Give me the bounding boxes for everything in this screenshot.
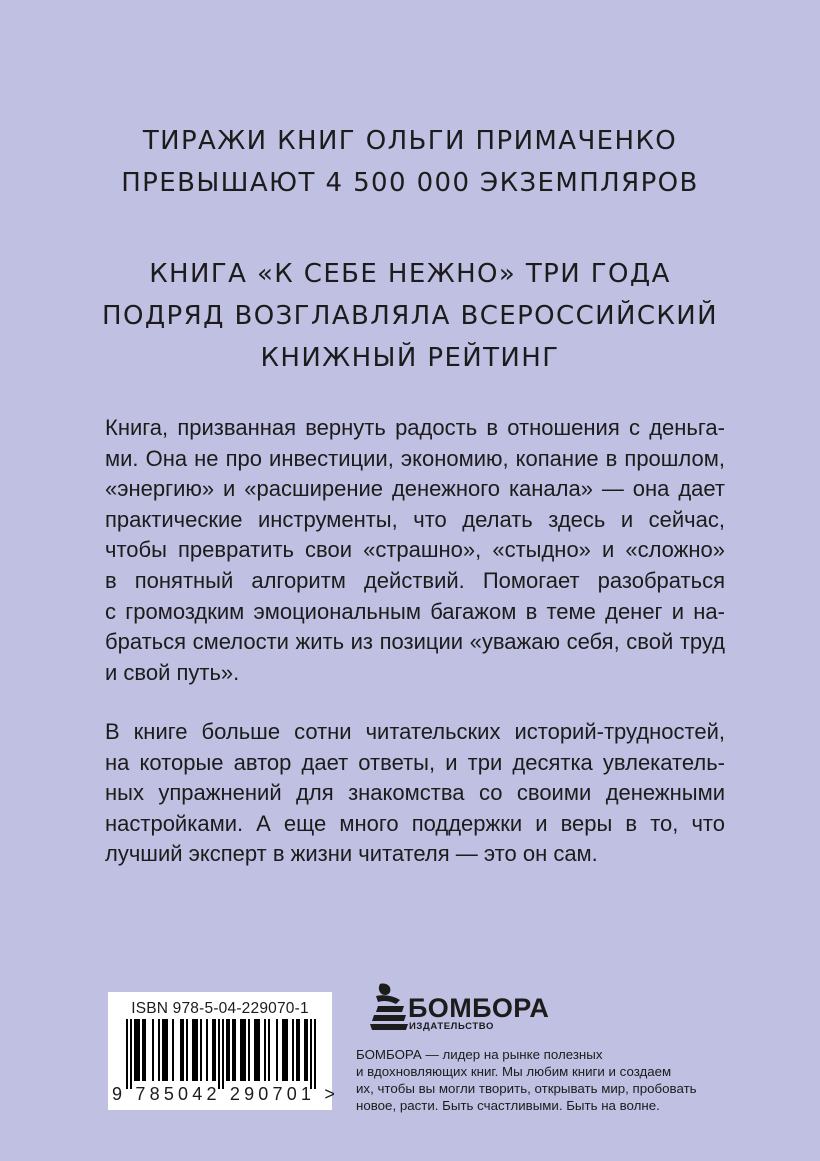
barcode-bar bbox=[226, 1019, 228, 1081]
paragraph-line: Книга, призванная вернуть радость в отношения с деньга- bbox=[105, 415, 725, 440]
barcode-bar bbox=[130, 1019, 132, 1089]
headline-print-run bbox=[60, 120, 760, 204]
barcode-bar bbox=[284, 1019, 286, 1081]
paragraph-line: В книге больше сотни читательских историй-трудностей, bbox=[105, 719, 725, 744]
description-paragraph-1 bbox=[105, 413, 725, 688]
blurb-line: БОМБОРА — лидер на рынке полезных bbox=[356, 1047, 603, 1062]
barcode-bar bbox=[172, 1019, 174, 1081]
publisher-subtitle: ИЗДАТЕЛЬСТВО bbox=[409, 1021, 494, 1032]
barcode-bar bbox=[138, 1019, 140, 1081]
barcode-bar bbox=[206, 1019, 208, 1081]
description-paragraph-2 bbox=[105, 717, 725, 870]
barcode-bar bbox=[142, 1019, 144, 1081]
barcode-bar bbox=[186, 1019, 188, 1081]
barcode-bar bbox=[126, 1019, 128, 1089]
barcode-bar bbox=[282, 1019, 284, 1081]
barcode-bar bbox=[136, 1019, 138, 1081]
barcode-bar bbox=[166, 1019, 168, 1081]
blurb-line: их, чтобы вы могли творить, открывать мир, пробовать bbox=[356, 1081, 697, 1096]
barcode-bar bbox=[286, 1019, 288, 1081]
isbn-number: ISBN 978-5-04-229070-1 bbox=[131, 1000, 309, 1017]
headline-rating bbox=[60, 253, 760, 379]
headline-line: КНИЖНЫЙ РЕЙТИНГ bbox=[260, 343, 560, 373]
barcode-bar bbox=[254, 1019, 256, 1081]
headline-line: ПОДРЯД ВОЗГЛАВЛЯЛА ВСЕРОССИЙСКИЙ bbox=[102, 301, 718, 331]
barcode-bar bbox=[304, 1019, 306, 1081]
barcode-bar bbox=[162, 1019, 164, 1081]
barcode-bar bbox=[234, 1019, 236, 1081]
barcode-bar bbox=[232, 1019, 234, 1081]
paragraph-line: лучший эксперт в жизни читателя — это он сам. bbox=[105, 841, 598, 867]
barcode-block bbox=[108, 992, 340, 1110]
blurb-line: новое, расти. Быть счастливыми. Быть на волне. bbox=[356, 1098, 660, 1113]
barcode-bar bbox=[196, 1019, 198, 1081]
barcode-bar bbox=[218, 1019, 220, 1089]
barcode-bar bbox=[276, 1019, 278, 1081]
paragraph-line: «энергию» и «расширение денежного канала» — она дает bbox=[105, 476, 725, 502]
barcode-bar bbox=[256, 1019, 258, 1081]
paragraph-line: практические инструменты, что делать здесь и сейчас, bbox=[105, 506, 725, 532]
barcode-bar bbox=[212, 1019, 214, 1081]
barcode-bar bbox=[248, 1019, 250, 1081]
paragraph-line: в понятный алгоритм действий. Помогает разобраться bbox=[105, 567, 725, 593]
barcode-bar bbox=[180, 1019, 182, 1081]
barcode-bar bbox=[310, 1019, 312, 1089]
barcode-bar bbox=[200, 1019, 202, 1081]
barcode-bar bbox=[194, 1019, 196, 1081]
barcode-bar bbox=[152, 1019, 154, 1081]
paragraph-line: настройками. А еще много поддержки и веры в то, что bbox=[105, 810, 725, 836]
barcode-bar bbox=[144, 1019, 146, 1081]
barcode-bars bbox=[116, 1019, 324, 1089]
paragraph-line: на которые автор дает ответы, и три десятка увлекатель- bbox=[105, 749, 725, 775]
barcode-bar bbox=[264, 1019, 266, 1081]
barcode-bar bbox=[306, 1019, 308, 1081]
headline-line: ТИРАЖИ КНИГ ОЛЬГИ ПРИМАЧЕНКО bbox=[142, 126, 678, 156]
barcode-bar bbox=[164, 1019, 166, 1081]
barcode-bar bbox=[228, 1019, 230, 1081]
paragraph-line: и свой путь». bbox=[105, 659, 240, 685]
barcode-bar bbox=[158, 1019, 160, 1081]
blurb-line: и вдохновляющих книг. Мы любим книги и создаем bbox=[356, 1064, 672, 1079]
barcode-bar bbox=[292, 1019, 294, 1081]
headline-line: ПРЕВЫШАЮТ 4 500 000 ЭКЗЕМПЛЯРОВ bbox=[121, 168, 699, 198]
paragraph-line: с громоздким эмоциональным багажом в теме денег и на- bbox=[105, 598, 725, 624]
barcode-bar bbox=[296, 1019, 298, 1081]
barcode-bar bbox=[314, 1019, 316, 1089]
headline-line: КНИГА «К СЕБЕ НЕЖНО» ТРИ ГОДА bbox=[149, 259, 671, 289]
barcode-bar bbox=[240, 1019, 242, 1081]
paragraph-line: браться смелости жить из позиции «уважаю себя, свой труд bbox=[105, 629, 725, 655]
barcode-bar bbox=[214, 1019, 216, 1081]
paragraph-line: ных упражнений для знакомства со своими денежными bbox=[105, 780, 725, 806]
barcode-bar bbox=[134, 1019, 136, 1081]
paragraph-line: чтобы превратить свои «страшно», «стыдно» и «сложно» bbox=[105, 537, 725, 563]
barcode-bar bbox=[258, 1019, 260, 1081]
barcode-digits: 9 785042 290701 > bbox=[112, 1084, 340, 1104]
paragraph-line: ми. Она не про инвестиции, экономию, копание в прошлом, bbox=[105, 445, 725, 471]
barcode-bar bbox=[192, 1019, 194, 1081]
barcode-bar bbox=[182, 1019, 184, 1081]
publisher-blurb bbox=[356, 1046, 696, 1114]
barcode-bar bbox=[244, 1019, 246, 1081]
barcode-bar bbox=[222, 1019, 224, 1089]
barcode-bar bbox=[268, 1019, 270, 1081]
barcode-bar bbox=[298, 1019, 300, 1081]
publisher-name: БОМБОРА bbox=[408, 993, 550, 1023]
barcode-bar bbox=[242, 1019, 244, 1081]
